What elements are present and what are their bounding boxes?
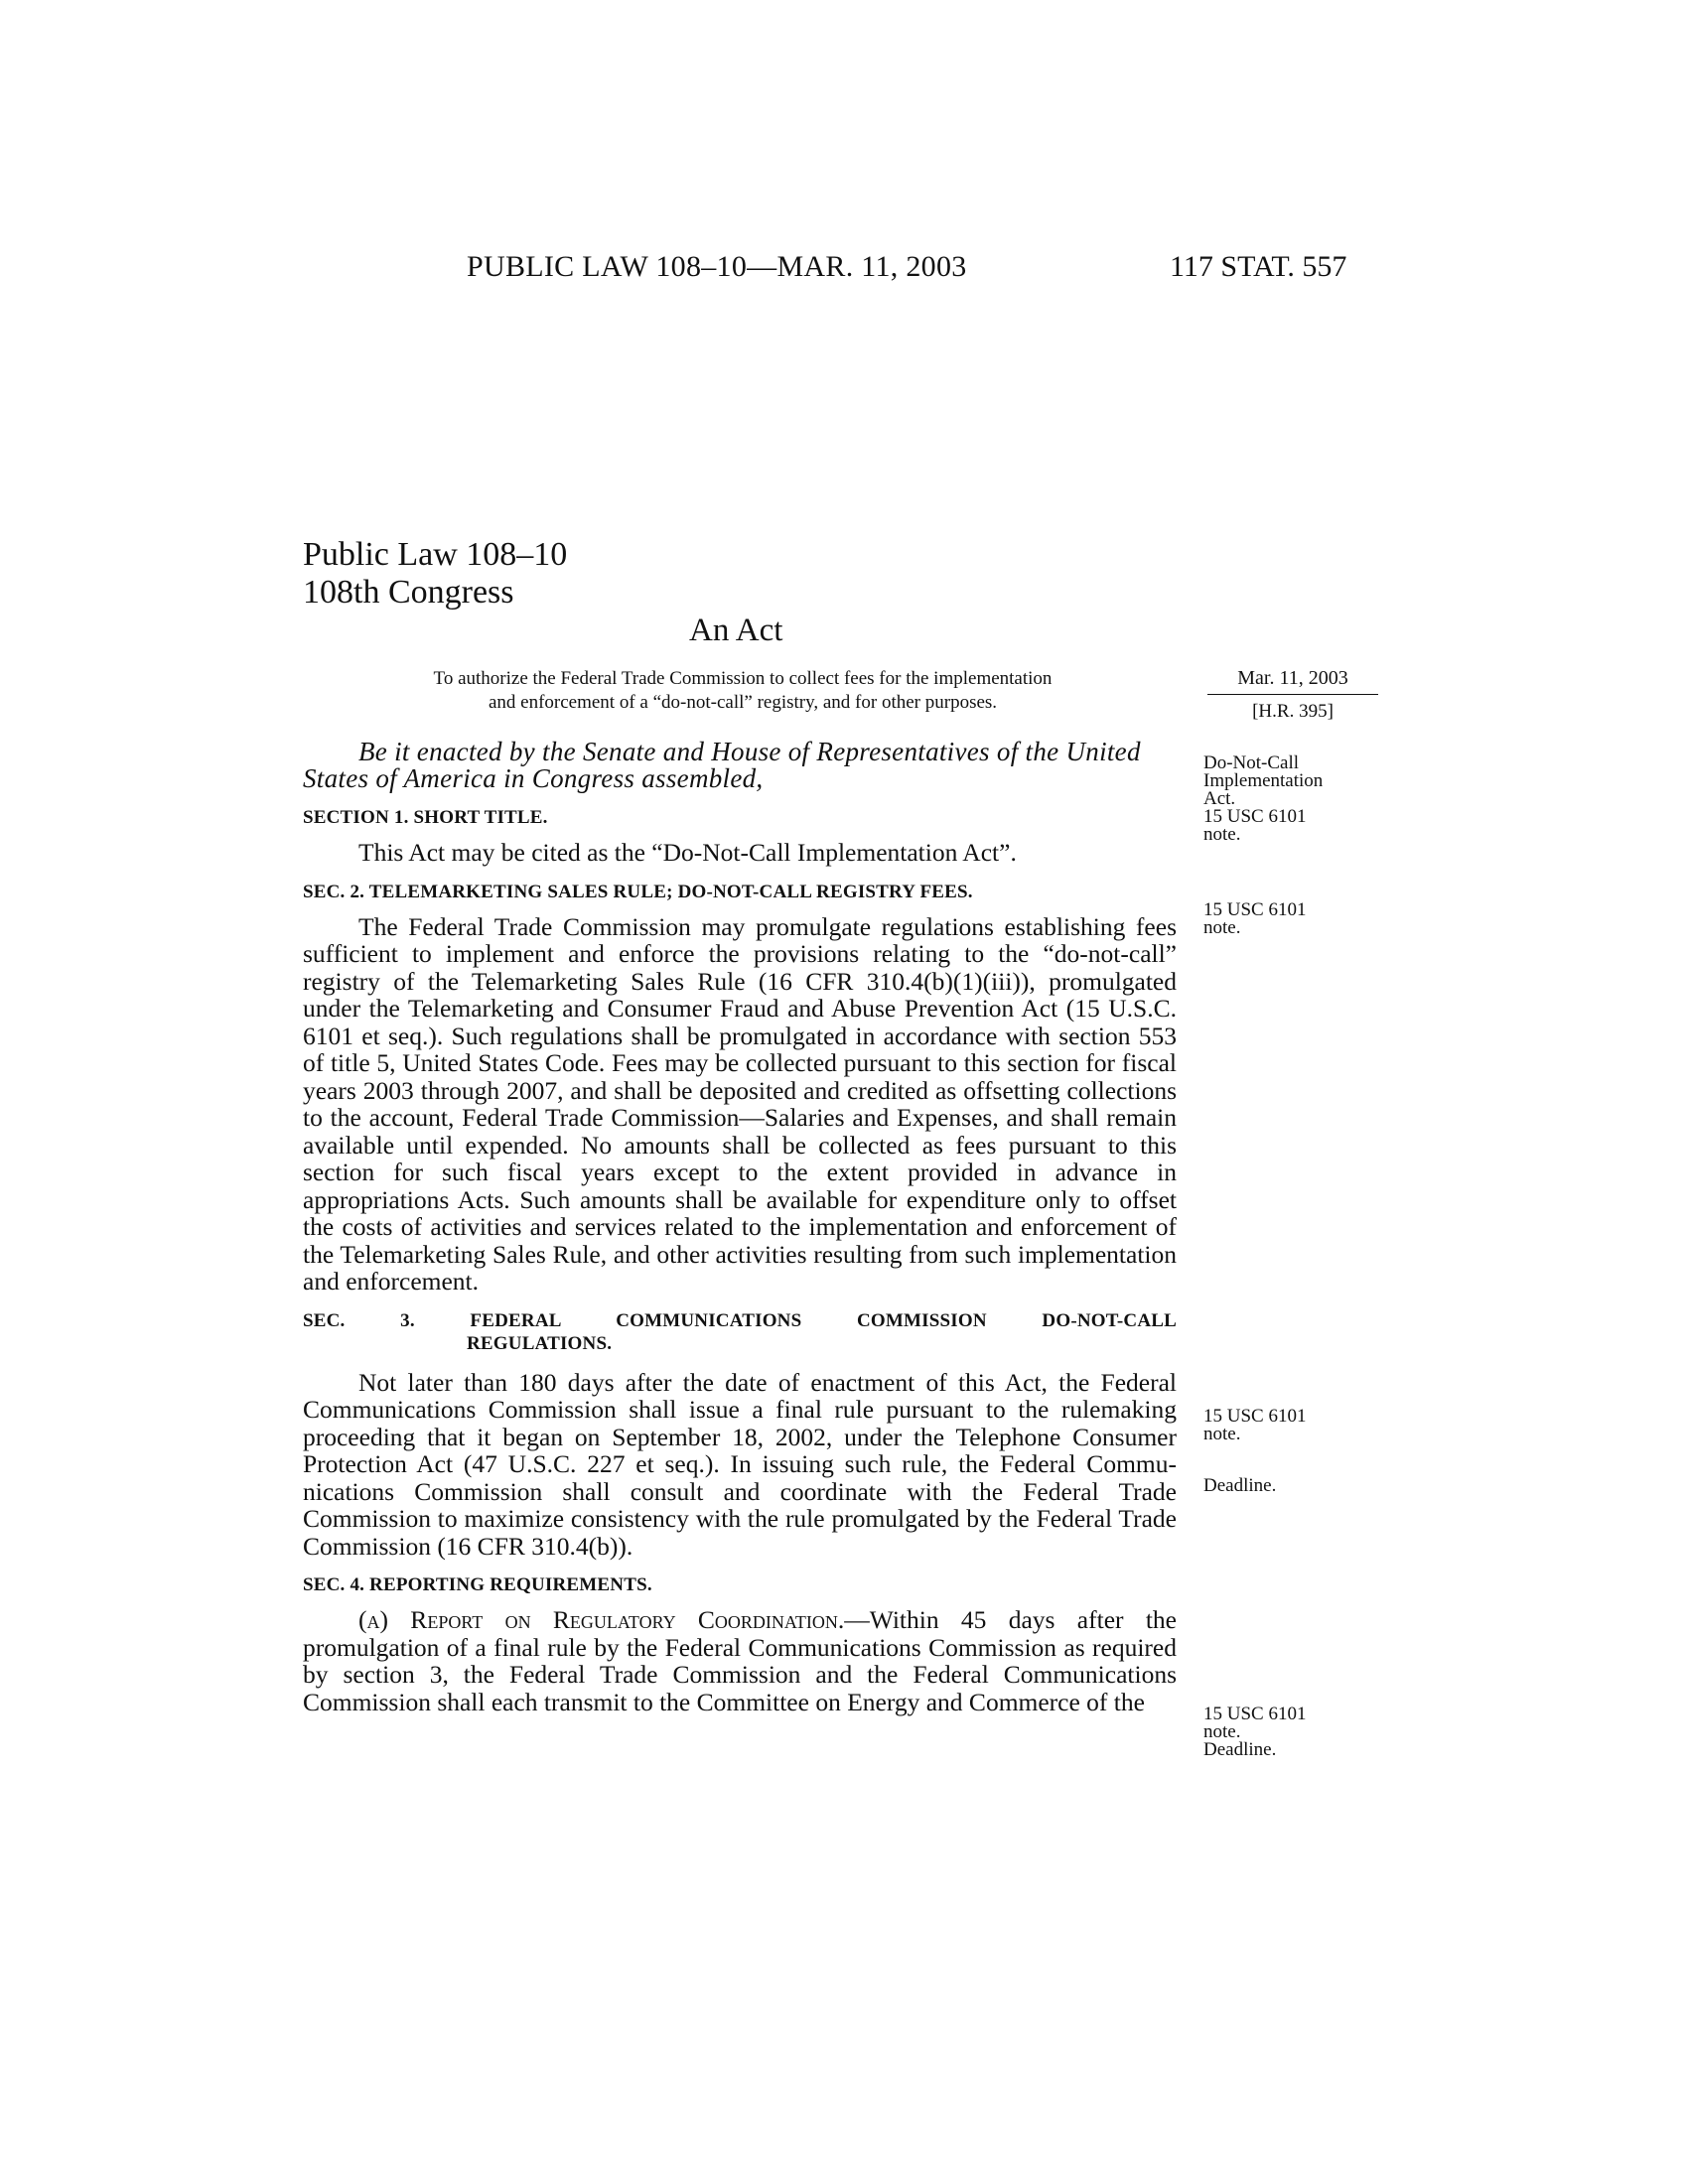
section-4a-text: —Within 45 days after the promulgation of a final rule by the Federal Communications Commission as required by section 3, the Federal Trade Commission and the Federal Communications Commission shall each transmit to the Committee on Energy and Commerce of the [303,1605,1177,1716]
margin-note-section-3: 15 USC 6101 note. [1203,1406,1307,1444]
enactment-date-box [1207,665,1378,725]
running-head-title: PUBLIC LAW 108–10—MAR. 11, 2003 [467,250,967,283]
act-body [303,739,1177,1729]
section-4-text [303,1606,1177,1715]
law-heading [303,536,567,612]
margin-note-section-2: 15 USC 6101 note. [1203,899,1307,938]
congress-number: 108th Congress [303,574,514,611]
public-law-number: Public Law 108–10 [303,536,568,573]
purpose-line-2: and enforcement of a “do-not-call” registry, and for other purposes. [488,692,998,713]
section-4-heading: SEC. 4. REPORTING REQUIREMENTS. [303,1574,652,1595]
section-1-text: This Act may be cited as the “Do-Not-Call Implementation Act”. [358,838,1017,867]
section-3-heading-line-1: SEC. 3. FEDERAL COMMUNICATIONS COMMISSION DO-NOT-CALL [303,1309,1177,1331]
margin-note-section-4: 15 USC 6101 note. Deadline. [1203,1704,1307,1760]
margin-note-short-title: Do-Not-Call Implementation Act. 15 USC 6101 note. [1203,752,1324,845]
running-head-stat-page: 117 STAT. 557 [1170,250,1347,283]
purpose-statement [316,667,1170,715]
purpose-line-1: To authorize the Federal Trade Commission to collect fees for the implementation [433,668,1053,689]
enactment-date: Mar. 11, 2003 [1207,665,1378,695]
section-4a-subheading: (a) Report on Regulatory Coordination. [358,1605,845,1634]
bill-number: [H.R. 395] [1252,701,1334,722]
an-act-heading: An Act [689,613,783,648]
section-2-text: The Federal Trade Commission may promulgate regulations establishing fees sufficient to implement and enforce the provisions relating to the “do-not-call” registry of the Telemarketing Sales Rule (16 CFR 310.4(b)(1)(iii)), promulgated under the Telemarketing and Consumer Fraud and Abuse Prevention Act (15 U.S.C. 6101 et seq.). Such regulations shall be promulgated in accordance with section 553 of title 5, United States Code. Fees may be collected pursuant to this section for fiscal years 2003 through 2007, and shall be deposited and credited as offsetting collections to the account, Federal Trade Commission—Salaries and Expenses, and shall remain available until expended. No amounts shall be collected as fees pursuant to this section for such fiscal years except to the extent provided in advance in appropriations Acts. Such amounts shall be available for expenditure only to offset the costs of activities and services related to the implementation and enforcement of the Telemarketing Sales Rule, and other activities resulting from such implementation and enforcement. [303,911,1177,1296]
section-3-heading-line-2: REGULATIONS. [467,1332,613,1354]
margin-note-deadline-section-3: Deadline. [1203,1475,1277,1496]
enacting-clause: Be it enacted by the Senate and House of Representatives of the United States of America in Congress assembled, [303,737,1141,793]
section-1-heading: SECTION 1. SHORT TITLE. [303,807,548,828]
section-3-text: Not later than 180 days after the date of enactment of this Act, the Federal Communications Commission shall issue a final rule pursuant to the rulemaking proceeding that it began on September 18, 2002, under the Telephone Consumer Protection Act (47 U.S.C. 227 et seq.). In issuing such rule, the Federal Communications Commission shall consult and coordinate with the Federal Trade Commission to maximize consistency with the rule promulgated by the Federal Trade Commission (16 CFR 310.4(b)). [303,1367,1177,1561]
section-2-heading: SEC. 2. TELEMARKETING SALES RULE; DO-NOT-CALL REGISTRY FEES. [303,881,973,902]
